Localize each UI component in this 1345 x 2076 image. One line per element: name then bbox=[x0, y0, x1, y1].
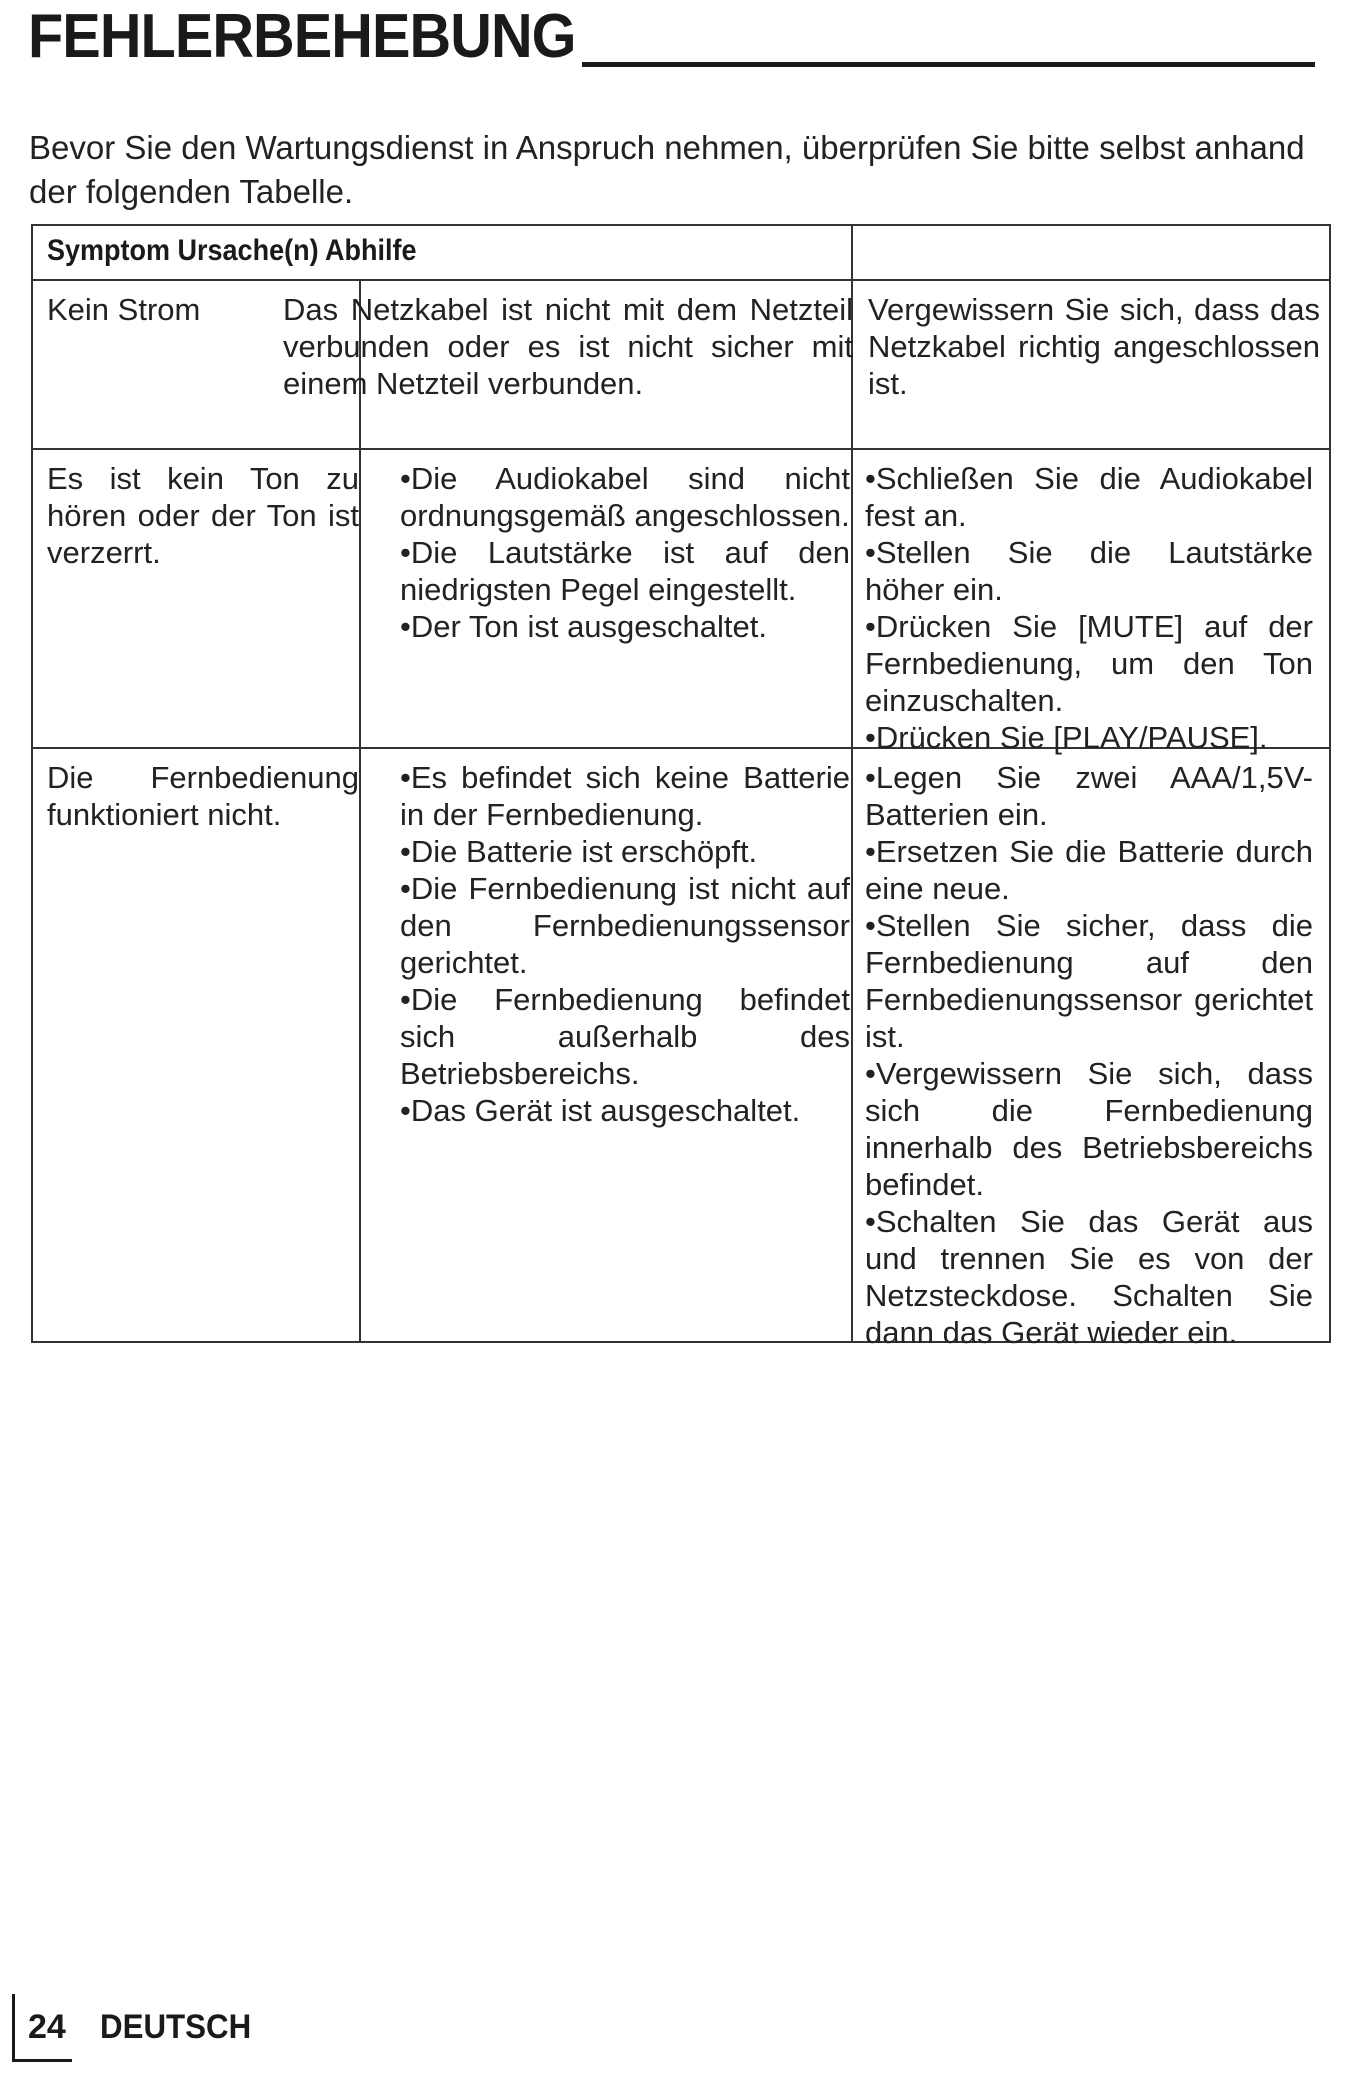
cause-item: • Die Lautstärke ist auf den niedrigsten Pegel eingestellt. bbox=[400, 534, 850, 608]
table-row bbox=[33, 749, 1329, 1350]
column-divider bbox=[359, 749, 361, 1341]
troubleshooting-table bbox=[31, 224, 1331, 1350]
symptom-cell: Es ist kein Ton zu hören oder der Ton ist verzerrt. bbox=[47, 461, 359, 570]
cause-cell bbox=[283, 291, 853, 402]
footer-language: DEUTSCH bbox=[100, 2008, 252, 2046]
symptom-cell: Die Fernbedienung funktioniert nicht. bbox=[47, 760, 359, 832]
column-divider bbox=[359, 450, 361, 747]
remedy-item: • Drücken Sie [MUTE] auf der Fernbedienung, um den Ton einzuschalten. bbox=[865, 608, 1313, 719]
table-row bbox=[33, 450, 1329, 755]
cause-item: • Die Fernbedienung befindet sich außerhalb des Betriebsbereichs. bbox=[400, 981, 850, 1092]
cause-item: • Der Ton ist ausgeschaltet. bbox=[400, 608, 850, 645]
symptom-cell: Kein Strom bbox=[47, 292, 201, 327]
cause-item: • Das Gerät ist ausgeschaltet. bbox=[400, 1092, 850, 1129]
cause-item: • Es befindet sich keine Batterie in der Fernbedienung. bbox=[400, 759, 850, 833]
cause-cell bbox=[400, 460, 850, 645]
remedy-item: • Vergewissern Sie sich, dass sich die Fernbedienung innerhalb des Betriebsbereichs befindet. bbox=[865, 1055, 1313, 1203]
remedy-item: • Drücken Sie [PLAY/PAUSE]. bbox=[865, 719, 1313, 756]
remedy-text: Vergewissern Sie sich, dass das Netzkabel richtig angeschlossen ist. bbox=[868, 292, 1320, 401]
cause-item: • Die Batterie ist erschöpft. bbox=[400, 833, 850, 870]
remedy-item: • Stellen Sie die Lautstärke höher ein. bbox=[865, 534, 1313, 608]
table-row bbox=[33, 281, 1329, 450]
cause-cell bbox=[400, 759, 850, 1129]
table-header-row bbox=[33, 226, 1329, 281]
remedy-cell bbox=[868, 291, 1320, 402]
intro-text: Bevor Sie den Wartungsdienst in Anspruch nehmen, überprüfen Sie bitte selbst anhand der folgenden Tabelle. bbox=[29, 129, 1305, 210]
cause-item: • Die Fernbedienung ist nicht auf den Fernbedienungssensor gerichtet. bbox=[400, 870, 850, 981]
page-number: 24 bbox=[28, 2008, 66, 2046]
cause-item: • Die Audiokabel sind nicht ordnungsgemäß angeschlossen. bbox=[400, 460, 850, 534]
remedy-item: • Stellen Sie sicher, dass die Fernbedienung auf den Fernbedienungssensor gerichtet ist. bbox=[865, 907, 1313, 1055]
page-title: FEHLERBEHEBUNG bbox=[28, 2, 576, 71]
footer-bar bbox=[12, 1994, 15, 2062]
title-rule bbox=[582, 62, 1315, 67]
remedy-item: • Ersetzen Sie die Batterie durch eine neue. bbox=[865, 833, 1313, 907]
remedy-item: • Legen Sie zwei AAA/1,5V-Batterien ein. bbox=[865, 759, 1313, 833]
remedy-item: • Schließen Sie die Audiokabel fest an. bbox=[865, 460, 1313, 534]
remedy-cell bbox=[865, 759, 1313, 1351]
remedy-cell bbox=[865, 460, 1313, 756]
remedy-item: • Schalten Sie das Gerät aus und trennen Sie es von der Netzsteckdose. Schalten Sie dann das Gerät wieder ein. bbox=[865, 1203, 1313, 1351]
footer-rule bbox=[12, 2059, 72, 2062]
cause-text: Das Netzkabel ist nicht mit dem Netzteil verbunden oder es ist nicht sicher mit einem Netzteil verbunden. bbox=[283, 292, 853, 401]
table-header: Symptom Ursache(n) Abhilfe bbox=[47, 234, 417, 267]
